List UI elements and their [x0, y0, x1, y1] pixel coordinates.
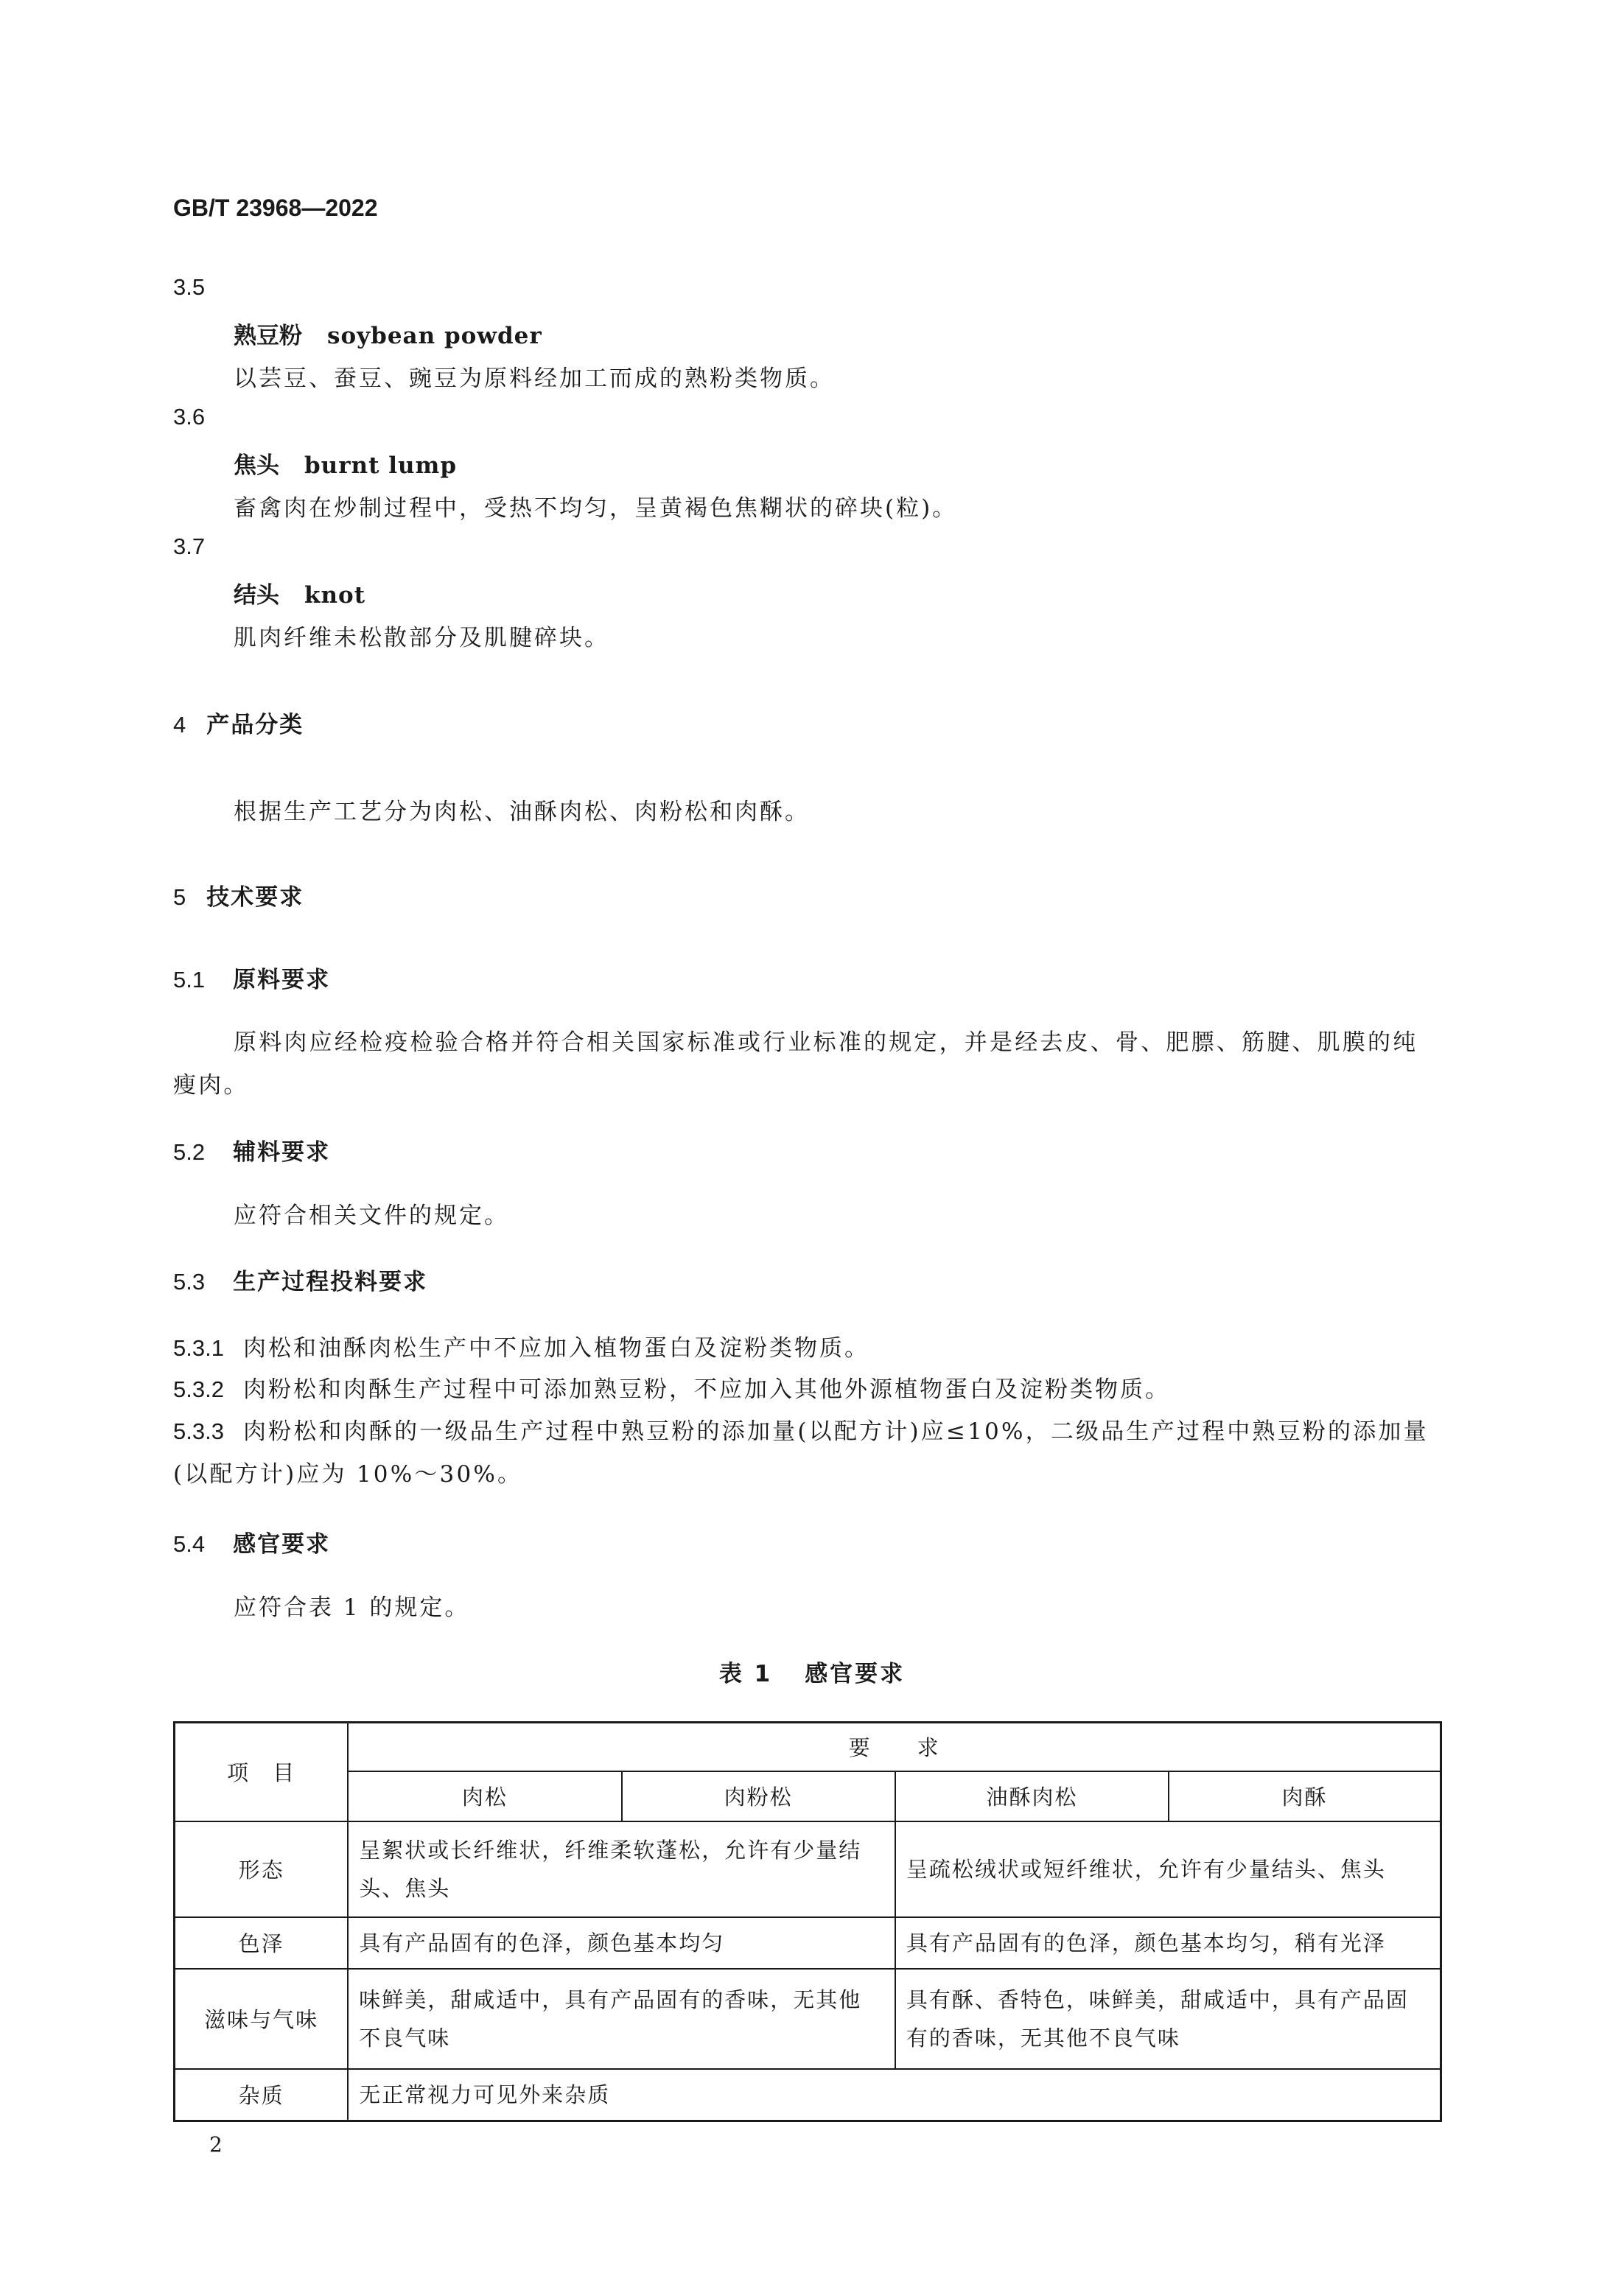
table-row: [175, 2069, 1441, 2121]
table-title: 感官要求: [805, 1661, 906, 1687]
clause-number: 5.3.2: [173, 1376, 224, 1402]
header-item-cell: 项 目: [175, 1723, 349, 1821]
row-item: 色泽: [175, 1917, 349, 1969]
subsection-number: 5.1: [173, 967, 206, 993]
subsection-number: 5.3: [173, 1269, 206, 1295]
row-item: 杂质: [175, 2069, 349, 2121]
term-number: 3.6: [173, 404, 206, 430]
section-heading: [173, 706, 304, 739]
requirement-cell: 呈疏松绒状或短纤维状，允许有少量结头、焦头: [895, 1821, 1441, 1917]
section-heading: [173, 878, 304, 911]
column-header: 油酥肉松: [895, 1771, 1169, 1821]
subsection-heading: [173, 1525, 330, 1558]
requirement-cell: 呈絮状或长纤维状，纤维柔软蓬松，允许有少量结头、焦头: [348, 1821, 895, 1917]
term-zh: 结头: [234, 582, 279, 609]
term-title: [234, 576, 365, 609]
subsection-number: 5.4: [173, 1531, 206, 1557]
subsection-title: 原料要求: [233, 967, 331, 993]
subsection-title: 生产过程投料要求: [233, 1269, 428, 1295]
section-text: 根据生产工艺分为肉松、油酥肉松、肉粉松和肉酥。: [234, 799, 810, 825]
clause-text: 肉粉松和肉酥生产过程中可添加熟豆粉，不应加入其他外源植物蛋白及淀粉类物质。: [242, 1376, 1170, 1403]
term-title: [234, 447, 457, 480]
clause: [173, 1329, 869, 1362]
section-title: 技术要求: [206, 884, 304, 911]
subsection-number: 5.2: [173, 1139, 206, 1165]
clause-text: 肉松和油酥肉松生产中不应加入植物蛋白及淀粉类物质。: [242, 1335, 869, 1362]
clause: [173, 1410, 1442, 1496]
column-header: 肉松: [348, 1771, 621, 1821]
column-header: 肉粉松: [622, 1771, 895, 1821]
section-title: 产品分类: [206, 712, 304, 738]
table-label: 表 1: [718, 1661, 773, 1687]
subsection-title: 辅料要求: [233, 1139, 331, 1166]
section-number: 4: [173, 712, 186, 738]
standard-number: GB/T 23968—2022: [173, 195, 378, 221]
term-en: burnt lump: [304, 452, 457, 479]
subsection-heading: [173, 961, 330, 994]
clause-number: 5.3.1: [173, 1335, 224, 1361]
paragraph: 应符合表 1 的规定。: [234, 1594, 470, 1621]
subsection-title: 感官要求: [233, 1531, 331, 1558]
term-zh: 熟豆粉: [234, 323, 302, 349]
table-caption: [0, 1655, 1624, 1688]
subsection-heading: [173, 1263, 427, 1296]
paragraph: 原料肉应经检疫检验合格并符合相关国家标准或行业标准的规定，并是经去皮、骨、肥膘、筋腱、肌膜的纯瘦肉。: [173, 1029, 1418, 1099]
term-en: soybean powder: [327, 323, 542, 349]
clause-number: 5.3.3: [173, 1418, 224, 1444]
term-definition: 肌肉纤维未松散部分及肌腱碎块。: [234, 625, 609, 651]
column-header: 肉酥: [1169, 1771, 1441, 1821]
header-requirements-cell: 要 求: [348, 1723, 1441, 1771]
table-row: [175, 1969, 1441, 2069]
row-item: 形态: [175, 1821, 349, 1917]
requirement-cell: 具有产品固有的色泽，颜色基本均匀: [348, 1917, 895, 1969]
requirement-cell: 具有产品固有的色泽，颜色基本均匀，稍有光泽: [895, 1917, 1441, 1969]
page-number: 2: [209, 2132, 223, 2157]
requirement-cell: 味鲜美，甜咸适中，具有产品固有的香味，无其他不良气味: [348, 1969, 895, 2069]
term-definition: 以芸豆、蚕豆、豌豆为原料经加工而成的熟粉类物质。: [234, 365, 835, 392]
requirement-cell: 具有酥、香特色，味鲜美，甜咸适中，具有产品固有的香味，无其他不良气味: [895, 1969, 1441, 2069]
section-number: 5: [173, 884, 186, 910]
clause-text: 肉粉松和肉酥的一级品生产过程中熟豆粉的添加量(以配方计)应≤10%，二级品生产过程中熟豆粉的添加量(以配方计)应为 10%～30%。: [173, 1418, 1429, 1488]
term-zh: 焦头: [234, 452, 279, 479]
term-en: knot: [304, 582, 366, 609]
clause: [173, 1370, 1170, 1404]
sensory-table: [173, 1721, 1442, 2122]
requirement-cell: 无正常视力可见外来杂质: [348, 2069, 1441, 2121]
table-subheader-row: [175, 1771, 1441, 1821]
table-header-row: [175, 1723, 1441, 1771]
paragraph: 应符合相关文件的规定。: [234, 1202, 509, 1229]
table-row: [175, 1821, 1441, 1917]
subsection-heading: [173, 1133, 330, 1166]
term-definition: 畜禽肉在炒制过程中，受热不均匀，呈黄褐色焦糊状的碎块(粒)。: [234, 495, 958, 522]
term-number: 3.5: [173, 274, 206, 300]
term-number: 3.7: [173, 533, 206, 559]
table-row: [175, 1917, 1441, 1969]
row-item: 滋味与气味: [175, 1969, 349, 2069]
term-title: [234, 317, 542, 350]
